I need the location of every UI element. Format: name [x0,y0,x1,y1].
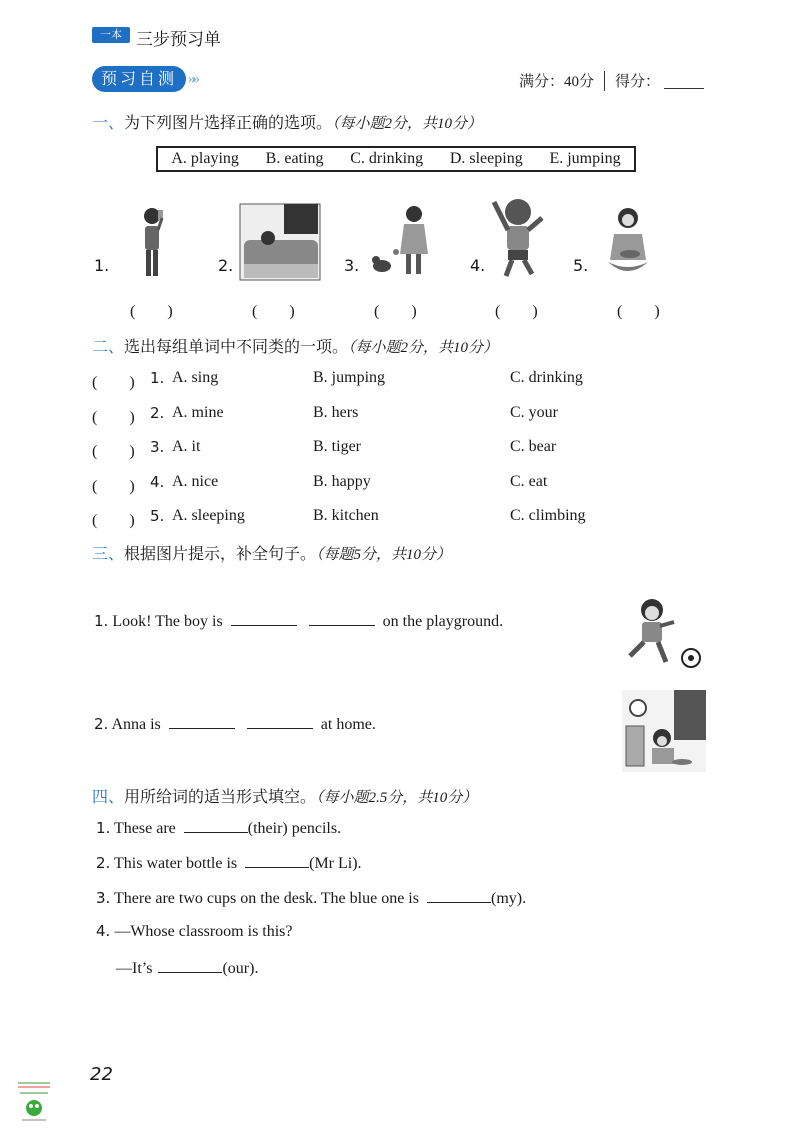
option: D. sleeping [449,150,523,167]
picture-number: 4. [470,256,486,275]
choice-a: A. sing [172,369,219,386]
answer-line[interactable] [247,714,313,729]
answer-blank[interactable]: ( ) [92,478,135,495]
item-number: 1. [96,819,111,837]
section-heading: 根据图片提示，补全句子。 [124,544,317,563]
fill-item-answer [116,958,258,978]
item-number: 2. [94,715,109,733]
girl-eating-at-home-icon [622,690,706,772]
item-number: 2. [96,854,111,872]
sentence-text: These are [114,820,176,837]
question-number: 2. [150,404,165,422]
fill-item [96,922,293,941]
choice-c: C. eat [510,473,548,490]
sentence-text: on the playground. [382,613,504,630]
section-note: （每小题2.5分，共10分） [316,790,478,806]
question-row [92,404,712,426]
options-box [156,146,636,172]
section-note: （每小题2分，共10分） [348,340,499,356]
sentence-text: —Whose classroom is this? [114,923,293,940]
answer-line[interactable] [158,958,222,973]
question-number: 5. [150,507,165,525]
answer-blank[interactable]: ( ) [495,303,538,320]
picture-number: 1. [94,256,110,275]
choice-c: C. climbing [510,507,586,524]
option: B. eating [265,150,324,167]
item-number: 3. [96,889,111,907]
series-title: 三步预习单 [136,30,221,49]
answer-blank[interactable]: ( ) [92,443,135,460]
answer-line[interactable] [231,611,297,626]
section-note: （每小题2分，共10分） [332,116,483,132]
section-number: 二、 [92,337,125,356]
question-row [92,438,712,460]
fill-item [96,888,526,908]
boy-jumping-icon [488,194,548,284]
section-1-title [92,110,482,133]
option: E. jumping [549,150,621,167]
choice-b: B. kitchen [313,507,379,524]
sentence-text: —It’s [116,960,153,977]
brand-logo: 一本 [92,27,130,43]
fill-item [96,853,362,873]
choice-b: B. jumping [313,369,386,386]
answer-line[interactable] [309,611,375,626]
sentence-text: (my). [490,890,527,907]
sentence-text: Anna is [111,716,161,733]
picture-number: 5. [573,256,589,275]
fill-item [96,818,341,838]
answer-line[interactable] [427,888,491,903]
full-score-label: 满分：40分 [518,74,594,90]
question-number: 3. [150,438,165,456]
choice-c: C. bear [510,438,557,455]
sentence-text: (their) pencils. [247,820,342,837]
page-number: 22 [90,1064,113,1085]
option: A. playing [171,150,239,167]
sentence-text: at home. [320,716,376,733]
section-note: （每题5分，共10分） [316,547,452,563]
question-row [92,369,712,391]
answer-blank[interactable]: ( ) [92,374,135,391]
answer-line[interactable] [245,853,309,868]
section-heading: 选出每组单词中不同类的一项。 [124,337,349,356]
choice-c: C. drinking [510,369,583,386]
girl-playing-with-dog-icon [368,202,438,282]
section-2-title [92,334,498,357]
sentence-text: This water bottle is [114,855,238,872]
sentence-text: (our). [222,960,259,977]
section-number: 四、 [92,787,125,806]
sentence-text: There are two cups on the desk. The blue one is [114,890,419,907]
boy-kicking-ball-icon [624,596,704,672]
answer-line[interactable] [169,714,235,729]
score-box [519,70,704,91]
choice-b: B. happy [313,473,371,490]
choice-a: A. sleeping [172,507,245,524]
preview-test-badge [92,66,197,92]
choice-c: C. your [510,404,558,421]
answer-blank[interactable]: ( ) [92,512,135,529]
girl-sleeping-icon [238,200,322,282]
answer-blank[interactable]: ( ) [130,303,173,320]
answer-blank[interactable]: ( ) [92,409,135,426]
item-number: 4. [96,922,111,940]
score-blank[interactable] [664,72,704,89]
picture-number: 3. [344,256,360,275]
boy-drinking-icon [132,204,172,284]
chevron-right-icon: »» [188,70,198,87]
choice-a: A. nice [172,473,219,490]
choice-a: A. mine [172,404,224,421]
choice-b: B. tiger [313,438,361,455]
badge-label: 预习自测 [92,66,186,92]
picture-number: 2. [218,256,234,275]
question-row [92,473,712,495]
section-heading: 用所给词的适当形式填空。 [124,787,317,806]
question-row [92,507,712,529]
option: C. drinking [350,150,424,167]
answer-blank[interactable]: ( ) [374,303,417,320]
sentence-item [94,714,376,734]
sentence-text: (Mr Li). [309,855,362,872]
question-number: 1. [150,369,165,387]
section-number: 一、 [92,113,125,132]
mascot-stamp-icon [14,1078,54,1124]
question-number: 4. [150,473,165,491]
section-heading: 为下列图片选择正确的选项。 [124,113,333,132]
answer-line[interactable] [184,818,248,833]
sentence-text: Look! The boy is [112,613,223,630]
choice-a: A. it [172,438,201,455]
sentence-item [94,611,503,631]
section-number: 三、 [92,544,125,563]
answer-blank[interactable]: ( ) [252,303,295,320]
section-4-title [92,784,477,807]
section-3-title [92,541,451,564]
girl-eating-icon [602,204,654,280]
divider [604,71,605,91]
score-label: 得分： [614,74,660,90]
answer-blank[interactable]: ( ) [617,303,660,320]
choice-b: B. hers [313,404,359,421]
item-number: 1. [94,612,109,630]
